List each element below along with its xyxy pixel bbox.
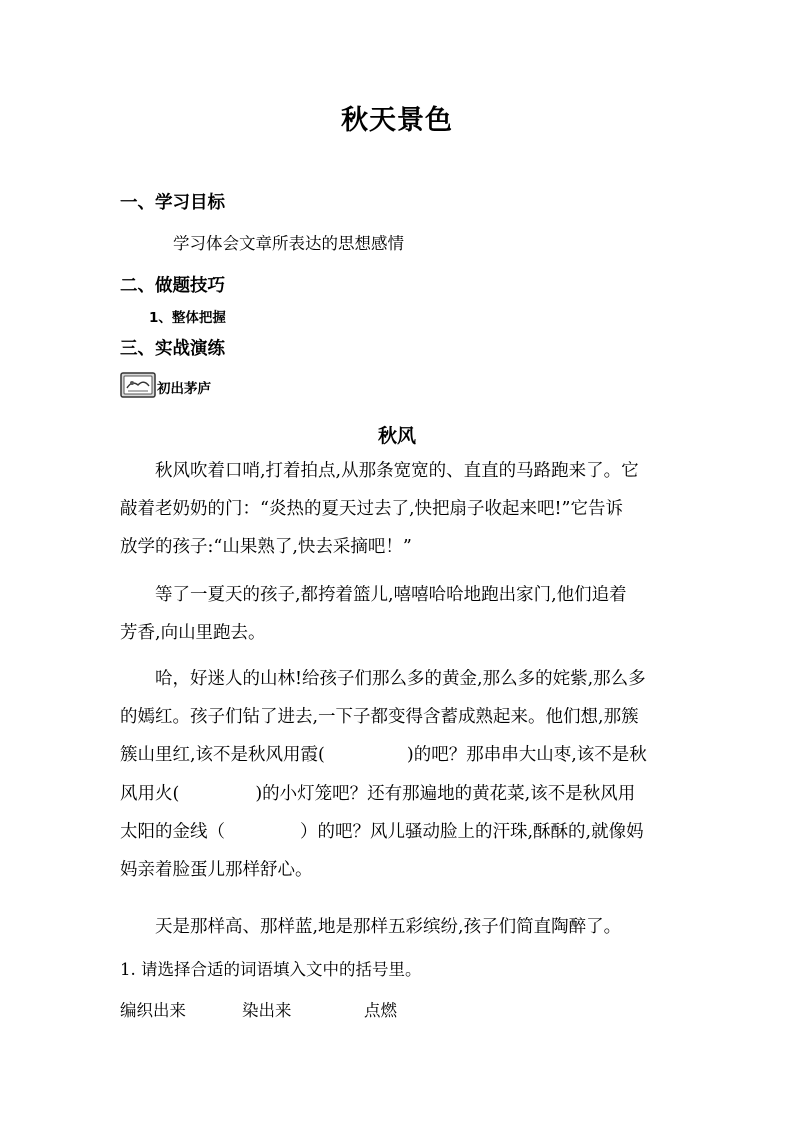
badge-label: 初出茅庐 — [157, 381, 211, 397]
text-segment: 簇山里红,该不是秋风用霞( — [120, 745, 325, 766]
document-title: 秋天景色 — [341, 105, 453, 136]
text-segment: )的吧？那串串大山枣,该不是秋 — [406, 745, 647, 766]
text-line: 芳香,向山里跑去。 — [120, 623, 266, 644]
technique-item: 1、整体把握 — [149, 310, 226, 326]
text-segment: 风用火( — [120, 783, 180, 804]
text-line: 的嫣红。孩子们钻了进去,一下子都变得含蓄成熟起来。他们想,那簇 — [120, 707, 639, 728]
text-line-with-blank — [120, 736, 678, 774]
story-title: 秋风 — [377, 425, 416, 447]
word-option: 点燃 — [364, 1001, 397, 1020]
text-line: 秋风吹着口哨,打着拍点,从那条宽宽的、直直的马路跑来了。它 — [155, 461, 639, 481]
section-heading-techniques: 二、做题技巧 — [120, 276, 225, 296]
paragraph-1 — [120, 452, 678, 567]
text-line: 哈，好迷人的山林!给孩子们那么多的黄金,那么多的姹紫,那么多 — [155, 669, 646, 689]
paragraph-3 — [120, 660, 678, 889]
text-line: 敲着老奶奶的门：“炎热的夏天过去了,快把扇子收起来吧!”它告诉 — [120, 499, 623, 520]
practice-badge — [120, 372, 211, 398]
text-line-with-blank — [120, 813, 678, 851]
paragraph-2 — [120, 576, 678, 652]
text-segment: )的小灯笼吧？还有那遍地的黄花菜,该不是秋风用 — [255, 783, 636, 804]
paragraph-4 — [120, 908, 678, 946]
text-line: 天是那样高、那样蓝,地是那样五彩缤纷,孩子们简直陶醉了。 — [155, 917, 622, 937]
text-line: 妈亲着脸蛋儿那样舒心。 — [120, 859, 313, 880]
text-segment: ）的吧？风儿骚动脸上的汗珠,酥酥的,就像妈 — [300, 821, 644, 842]
section-heading-learning-goals: 一、学习目标 — [120, 193, 225, 213]
word-option: 染出来 — [242, 1001, 292, 1020]
book-stamp-icon — [120, 372, 156, 398]
word-option: 编织出来 — [120, 1001, 186, 1020]
question-prompt: 1. 请选择合适的词语填入文中的括号里。 — [120, 960, 422, 979]
section-heading-practice: 三、实战演练 — [120, 339, 225, 359]
text-line-with-blank — [120, 775, 678, 813]
text-line: 放学的孩子:“山果熟了,快去采摘吧！” — [120, 537, 412, 558]
learning-goal-text: 学习体会文章所表达的思想感情 — [173, 234, 404, 253]
text-line: 等了一夏天的孩子,都挎着篮儿,嘻嘻哈哈地跑出家门,他们追着 — [155, 585, 627, 605]
text-segment: 太阳的金线（ — [120, 821, 225, 842]
